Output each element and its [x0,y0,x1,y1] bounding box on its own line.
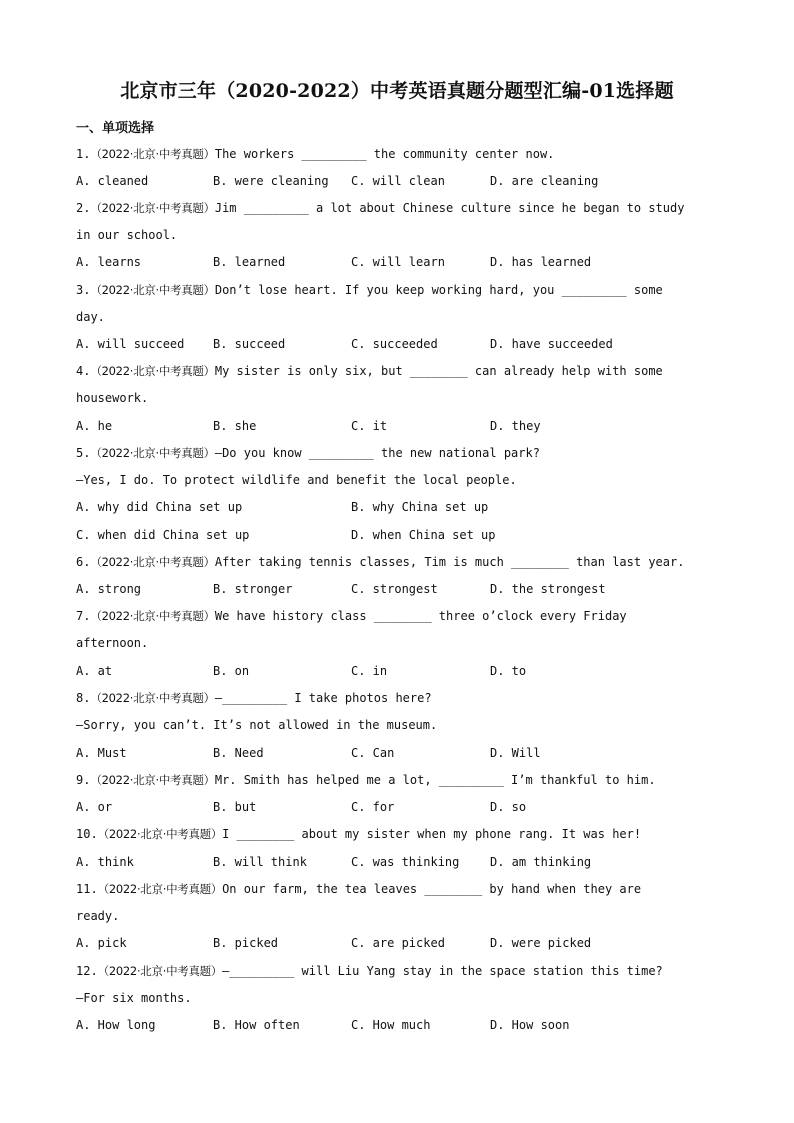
question-number: 8. [76,691,91,705]
question-text: My sister is only six, but ________ can already help with some [214,364,663,378]
option-b[interactable]: B. why China set up [351,500,489,514]
option-a[interactable]: A. think [76,855,134,869]
option-b[interactable]: B. on [213,664,250,678]
option-a[interactable]: A. How long [76,1018,156,1032]
question-text-cont: afternoon. [76,636,149,650]
option-d[interactable]: D. How soon [490,1018,570,1032]
option-c[interactable]: C. succeeded [351,337,438,351]
option-b[interactable]: B. learned [213,255,286,269]
question-number: 1. [76,147,91,161]
question-3 [76,277,726,331]
question-number: 4. [76,364,91,378]
question-number: 7. [76,609,91,623]
source-tag: （2022·北京·中考真题） [90,773,215,787]
question-text: Jim _________ a lot about Chinese culture since he began to study [214,201,685,215]
option-d[interactable]: D. am thinking [490,855,592,869]
source-tag: （2022·北京·中考真题） [97,882,223,896]
question-text: Mr. Smith has helped me a lot, _________ I’m thankful to him. [214,773,656,787]
option-b[interactable]: B. will think [213,855,307,869]
option-d[interactable]: D. they [490,419,541,433]
option-a[interactable]: A. he [76,419,113,433]
option-d[interactable]: D. has learned [490,255,592,269]
option-c[interactable]: C. it [351,419,388,433]
option-b[interactable]: B. How often [213,1018,300,1032]
question-number: 12. [76,964,98,978]
question-10 [76,821,726,848]
source-tag: （2022·北京·中考真题） [97,827,223,841]
source-tag: （2022·北京·中考真题） [90,446,215,460]
option-a[interactable]: A. or [76,800,113,814]
question-number: 5. [76,446,91,460]
question-text: —_________ will Liu Yang stay in the space station this time? [222,964,663,978]
option-c[interactable]: C. are picked [351,936,445,950]
option-b[interactable]: B. she [213,419,257,433]
source-tag: （2022·北京·中考真题） [90,609,215,623]
option-a[interactable]: A. pick [76,936,127,950]
question-text: —Do you know _________ the new national park? [214,446,540,460]
option-b[interactable]: B. Need [213,746,264,760]
option-c[interactable]: C. will learn [351,255,445,269]
question-11 [76,876,726,930]
option-d[interactable]: D. were picked [490,936,592,950]
question-text: I ________ about my sister when my phone rang. It was her! [222,827,642,841]
option-c[interactable]: C. How much [351,1018,431,1032]
option-a[interactable]: A. why did China set up [76,500,243,514]
question-text: We have history class ________ three o’clock every Friday [214,609,627,623]
question-7 [76,603,726,657]
option-a[interactable]: A. cleaned [76,174,149,188]
source-tag: （2022·北京·中考真题） [90,555,215,569]
question-2 [76,195,726,249]
option-c[interactable]: C. strongest [351,582,438,596]
question-12 [76,958,726,1012]
option-a[interactable]: A. Must [76,746,127,760]
question-number: 3. [76,283,91,297]
option-b[interactable]: B. were cleaning [213,174,329,188]
source-tag: （2022·北京·中考真题） [90,364,215,378]
option-b[interactable]: B. picked [213,936,279,950]
question-number: 6. [76,555,91,569]
question-text-cont: day. [76,310,105,324]
option-d[interactable]: D. so [490,800,527,814]
source-tag: （2022·北京·中考真题） [90,201,215,215]
option-a[interactable]: A. at [76,664,113,678]
option-d[interactable]: D. have succeeded [490,337,613,351]
question-text-cont: housework. [76,391,149,405]
source-tag: （2022·北京·中考真题） [90,147,215,161]
question-text-cont: —For six months. [76,991,192,1005]
option-c[interactable]: C. will clean [351,174,445,188]
source-tag: （2022·北京·中考真题） [97,964,223,978]
option-a[interactable]: A. will succeed [76,337,185,351]
question-9 [76,767,726,794]
option-d[interactable]: D. Will [490,746,541,760]
question-text: After taking tennis classes, Tim is much ________ than last year. [214,555,685,569]
question-text-cont: —Sorry, you can’t. It’s not allowed in the museum. [76,718,438,732]
option-b[interactable]: B. but [213,800,257,814]
option-c[interactable]: C. was thinking [351,855,460,869]
question-number: 2. [76,201,91,215]
question-text-cont: —Yes, I do. To protect wildlife and benefit the local people. [76,473,517,487]
question-text-cont: in our school. [76,228,178,242]
option-b[interactable]: B. stronger [213,582,293,596]
option-c[interactable]: C. for [351,800,395,814]
option-d[interactable]: D. to [490,664,527,678]
question-text: The workers _________ the community center now. [214,147,555,161]
question-text-cont: ready. [76,909,120,923]
question-4 [76,358,726,412]
option-c[interactable]: C. when did China set up [76,528,250,542]
source-tag: （2022·北京·中考真题） [90,691,215,705]
question-6 [76,549,726,576]
source-tag: （2022·北京·中考真题） [90,283,215,297]
option-b[interactable]: B. succeed [213,337,286,351]
question-text: Don’t lose heart. If you keep working hard, you _________ some [214,283,663,297]
question-8 [76,685,726,739]
question-text: On our farm, the tea leaves ________ by hand when they are [222,882,642,896]
question-text: —_________ I take photos here? [214,691,432,705]
question-1 [76,141,726,168]
option-d[interactable]: D. when China set up [351,528,496,542]
question-number: 11. [76,882,98,896]
option-a[interactable]: A. strong [76,582,142,596]
option-c[interactable]: C. Can [351,746,395,760]
option-d[interactable]: D. the strongest [490,582,606,596]
question-number: 10. [76,827,98,841]
question-5 [76,440,726,494]
option-d[interactable]: D. are cleaning [490,174,599,188]
question-number: 9. [76,773,91,787]
section-heading: 一、单项选择 [76,121,155,136]
option-c[interactable]: C. in [351,664,388,678]
option-a[interactable]: A. learns [76,255,142,269]
page-title: 北京市三年（2020-2022）中考英语真题分题型汇编-01选择题 [120,80,674,102]
